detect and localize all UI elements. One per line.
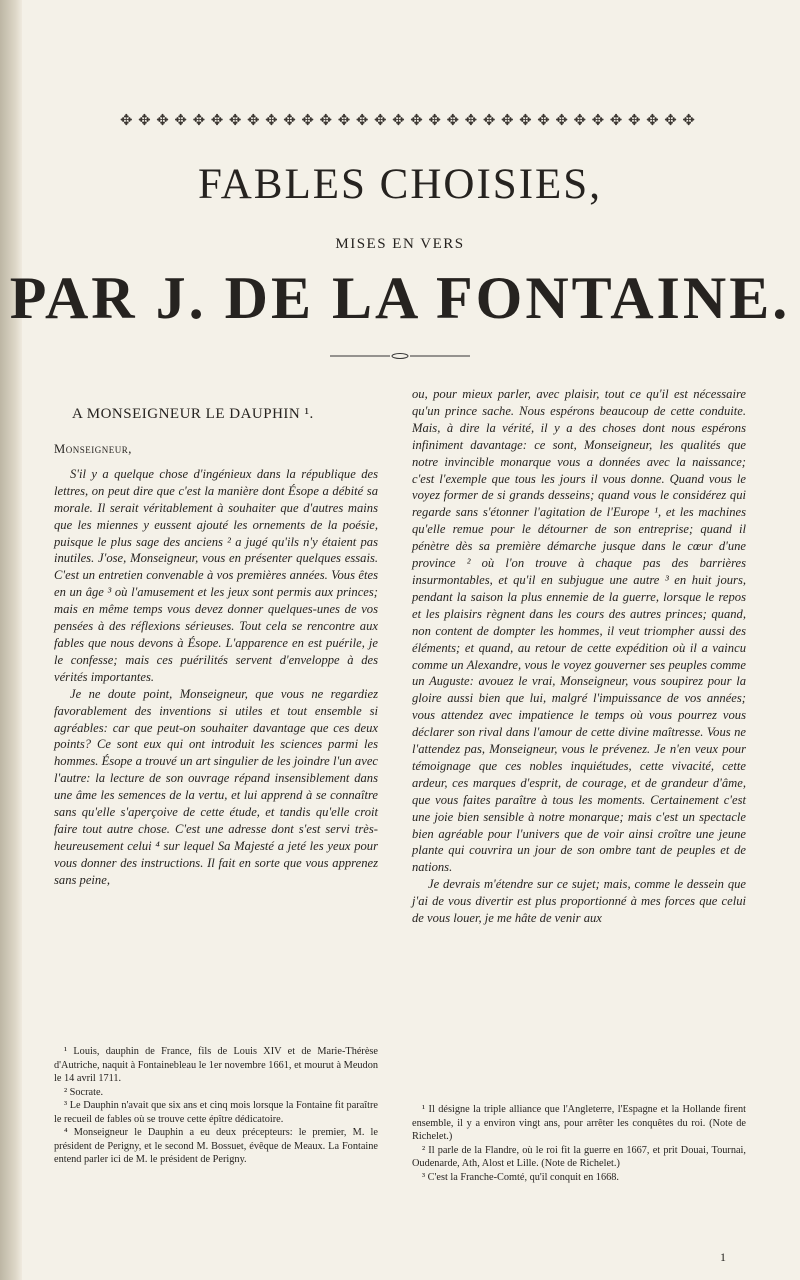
ornament-glyph: ✥: [174, 113, 187, 129]
footnote: ⁴ Monseigneur le Dauphin a eu deux précepteurs: le premier, M. le président de Perigny, et le second M. Bossuet, évêque de Meaux. La Fontaine entend parler ici de M. le président de Perigny.: [54, 1127, 378, 1165]
ornament-glyph: ✥: [682, 113, 695, 129]
ornament-glyph: ✥: [519, 113, 532, 129]
ornamental-border: [120, 112, 695, 130]
footnote: ³ C'est la Franche-Comté, qu'il conquit en 1668.: [422, 1171, 619, 1183]
ornament-glyph: ✥: [500, 113, 514, 129]
ornament-glyph: ✥: [210, 113, 224, 129]
ornament-glyph: ✥: [392, 113, 405, 129]
ornament-glyph: ✥: [265, 113, 278, 129]
ornament-glyph: ✥: [192, 113, 206, 129]
ornament-glyph: ✥: [646, 113, 659, 129]
left-footnotes: [54, 1045, 378, 1167]
book-author: PAR J. DE LA FONTAINE.: [9, 265, 791, 331]
ornament-glyph: ✥: [410, 113, 423, 129]
ornament-glyph: ✥: [573, 113, 587, 129]
book-title: FABLES CHOISIES,: [198, 161, 602, 208]
ornament-glyph: ✥: [283, 113, 296, 129]
ornament-glyph: ✥: [537, 113, 550, 129]
ornament-glyph: ✥: [246, 113, 260, 129]
ornament-glyph: ✥: [428, 113, 441, 129]
ornament-glyph: ✥: [355, 113, 369, 129]
footnote: ³ Le Dauphin n'avait que six ans et cinq mois lorsque la Fontaine fit paraître le recueil de fables où se trouve cette épître dédicatoire.: [54, 1100, 378, 1125]
ornament-glyph: ✥: [301, 113, 314, 129]
page-number: 1: [720, 1250, 726, 1264]
ornament-glyph: ✥: [446, 113, 460, 129]
decorative-rule: [330, 353, 470, 359]
ornament-glyph: ✥: [609, 113, 623, 129]
ornament-glyph: ✥: [627, 113, 641, 129]
footnote: ² Il parle de la Flandre, où le roi fit la guerre en 1667, et prit Douai, Tournai, Oudenarde, Ath, Alost et Lille. (Note de Richelet.): [412, 1144, 746, 1169]
ornament-glyph: ✥: [664, 113, 677, 129]
footnote: ¹ Il désigne la triple alliance que l'Angleterre, l'Espagne et la Hollande firent ensemble, il y a environ vingt ans, pour arrêter les conquêtes du roi. (Note de Richelet.): [412, 1104, 746, 1142]
paragraph: ou, pour mieux parler, avec plaisir, tout ce qu'il est nécessaire qu'un prince sache. Nous espérons beaucoup de cette conduite. Mais, à dire la vérité, il y a des choses dont nous espérons infiniment davantage: ce sont, Monseigneur, les qualités que notre invincible monarque vous a données avec la naissance; c'est l'exemple que tous les jours il vous donne. Quand vous le voyez former de si grands desseins; quand vous le considérez qui regarde sans s'étonner l'agitation de l'Europe ¹, et les machines qu'elle remue pour le détourner de son entreprise; quand il pénètre dès sa première démarche jusque dans le cœur d'une province ² où l'on trouve à chaque pas des barrières insurmontables, et qu'il en subjugue une autre ³ en huit jours, pendant la saison la plus ennemie de la guerre, lorsque le repos et les plaisirs règnent dans les cours des autres princes; quand, non content de dompter les hommes, il veut triompher aussi des éléments; et quand, au retour de cette expédition où il a vaincu comme un Alexandre, vous le voyez gouverner ses peuples comme un Auguste: avouez le vrai, Monseigneur, vous soupirez pour la gloire aussi bien que lui, malgré l'impuissance de vos années; vous attendez avec impatience le temps où vous pourrez vous déclarer son rival dans l'amour de cette divine maîtresse. Vous ne l'attendez pas, Monseigneur, vous le prévenez. Je n'en veux pour témoignage que ces nobles inquiétudes, cette vivacité, cette ardeur, ces marques d'esprit, de courage, et de grandeur d'âme, que vous faites paraître à tous les moments. Certainement c'est une joie bien sensible à notre monarque; mais c'est un spectacle bien agréable pour l'univers que de voir ainsi croître une jeune plante qui couvrira un jour de son ombre tant de peuples et de nations.: [412, 387, 746, 875]
paragraph: Je devrais m'étendre sur ce sujet; mais, comme le dessein que j'ai de vous divertir est plus proportionné à mes forces que celui de vous louer, je me hâte de venir aux: [412, 877, 746, 926]
right-text-column: [412, 386, 746, 927]
paragraph: Je ne doute point, Monseigneur, que vous ne regardiez favorablement des inventions si utiles et tout ensemble si agréables: car que peut-on souhaiter davantage que ces deux points? Ce sont eux qui ont introduit les sciences parmi les hommes. Ésope a trouvé un art singulier de les joindre l'un avec l'autre: la lecture de son ouvrage répand insensiblement dans une âme les semences de la vertu, et lui apprend à se connaître sans qu'elle s'aperçoive de cette étude, et tandis qu'elle croit faire tout autre chose. C'est une adresse dont s'est servi très-heureusement celui ⁴ sur lequel Sa Majesté a jeté les yeux pour vous donner des instructions. Il fait en sorte que vous apprenez sans peine,: [54, 686, 378, 887]
salutation: Monseigneur,: [54, 442, 132, 456]
ornament-glyph: ✥: [156, 113, 169, 129]
ornament-glyph: ✥: [319, 113, 333, 129]
ornament-glyph: ✥: [337, 113, 351, 129]
paragraph: S'il y a quelque chose d'ingénieux dans la république des lettres, on peut dire que c'est la manière dont Ésope a débité sa morale. Il serait véritablement à souhaiter que d'autres mains que les miennes y eussent ajouté les ornements de la poésie, puisque le plus sage des anciens ² a jugé qu'ils n'y étaient pas inutiles. J'ose, Monseigneur, vous en présenter quelques essais. C'est un entretien convenable à vos premières années. Vous êtes en un âge ³ où l'amusement et les jeux sont permis aux princes; mais en même temps vous devez donner quelques-unes de vos pensées à des réflexions sérieuses. Tout cela se rencontre aux fables que nous devons à Ésope. L'apparence en est puérile, je le confesse; mais ces puérilités servent d'enveloppe à des vérités importantes.: [54, 466, 378, 684]
footnote: ¹ Louis, dauphin de France, fils de Louis XIV et de Marie-Thérèse d'Autriche, naquit à Fontainebleau le 1er novembre 1661, et mourut à Meudon le 14 avril 1711.: [54, 1046, 378, 1084]
ornament-glyph: ✥: [373, 113, 387, 129]
right-footnotes: [412, 1103, 746, 1184]
ornament-glyph: ✥: [555, 113, 568, 129]
ornament-glyph: ✥: [228, 113, 242, 129]
ornament-glyph: ✥: [138, 113, 151, 129]
left-text-column: [54, 441, 378, 889]
ornament-glyph: ✥: [464, 113, 478, 129]
footnote: ² Socrate.: [64, 1086, 104, 1098]
ornament-glyph: ✥: [591, 113, 605, 129]
dedication-heading: A MONSEIGNEUR LE DAUPHIN ¹.: [72, 406, 314, 422]
book-subtitle: MISES EN VERS: [335, 236, 465, 252]
ornament-glyph: ✥: [482, 113, 496, 129]
ornament-glyph: ✥: [120, 113, 133, 129]
